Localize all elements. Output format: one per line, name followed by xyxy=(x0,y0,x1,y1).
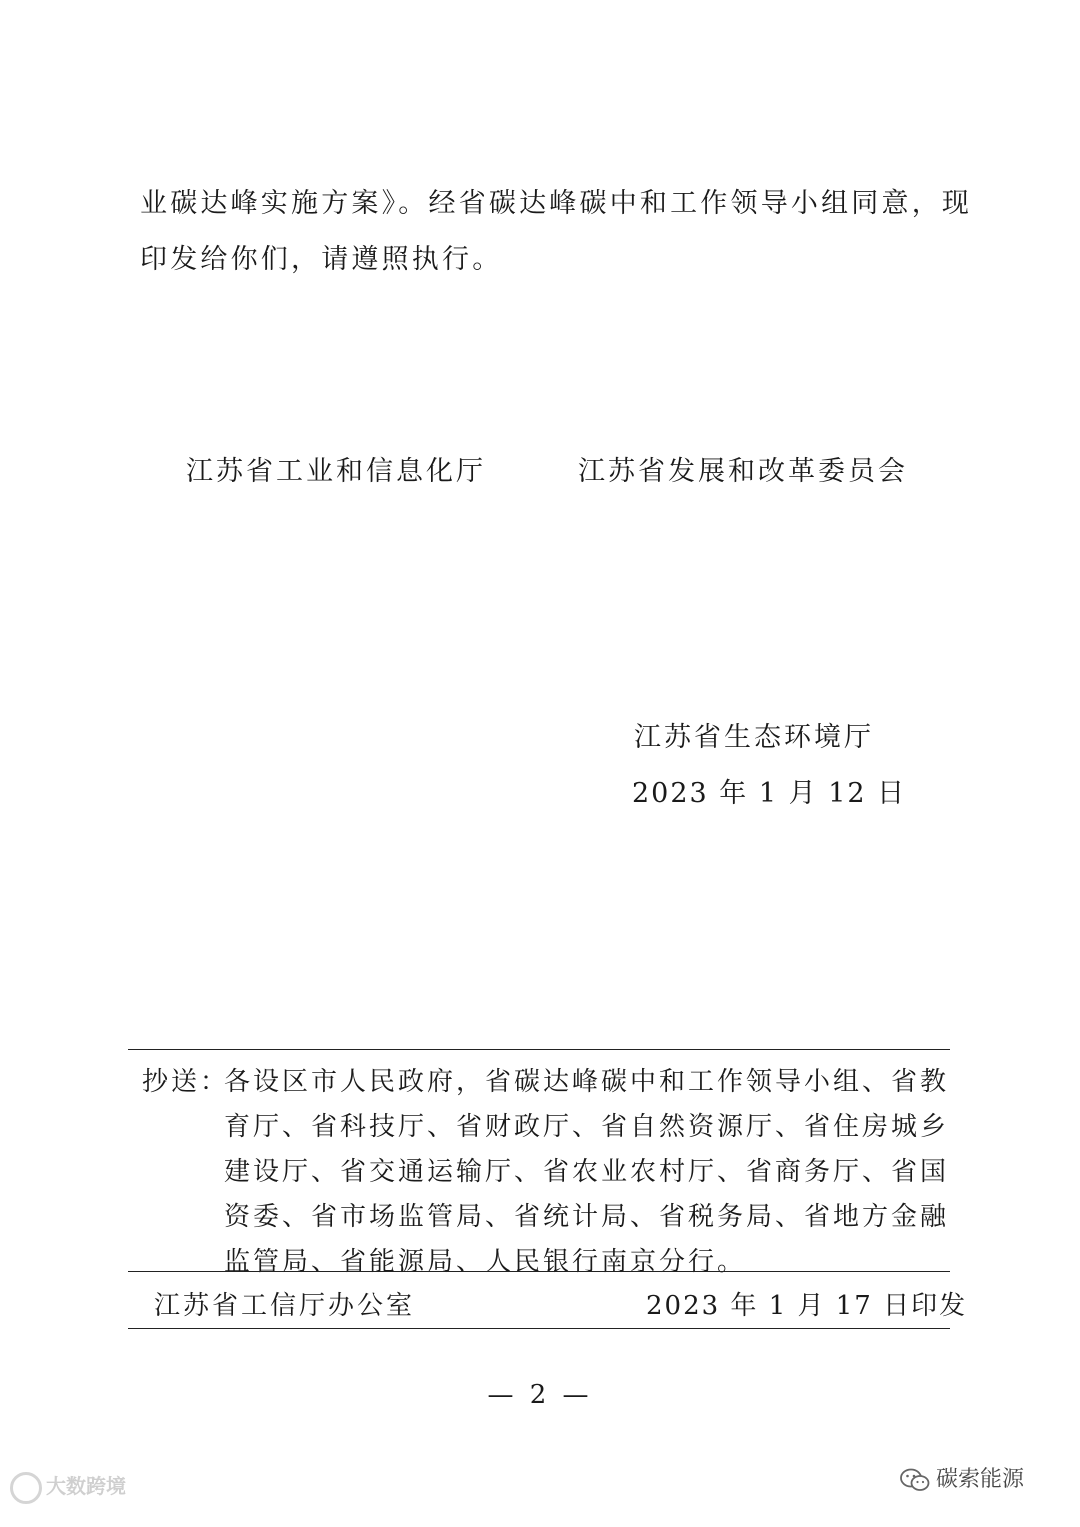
cc-recipients-line: 建设厅、省交通运输厅、省农业农村厅、省商务厅、省国 xyxy=(224,1157,950,1187)
cc-recipients-line: 各设区市人民政府，省碳达峰碳中和工作领导小组、省教 xyxy=(224,1067,950,1097)
watermark-logo-icon xyxy=(10,1472,42,1504)
print-date: 2023 年 1 月 17 日印发 xyxy=(646,1291,968,1321)
printing-office: 江苏省工信厅办公室 xyxy=(154,1291,416,1321)
page-number: — 2 — xyxy=(487,1380,593,1410)
wechat-icon xyxy=(900,1467,930,1493)
watermark-right xyxy=(900,1462,1024,1493)
watermark-right-text: 碳索能源 xyxy=(936,1467,1025,1492)
body-paragraph-line: 业碳达峰实施方案》。经省碳达峰碳中和工作领导小组同意，现 xyxy=(140,188,973,219)
signature-date: 2023 年 1 月 12 日 xyxy=(632,778,907,809)
cc-recipients-line: 育厅、省科技厅、省财政厅、省自然资源厅、省住房城乡 xyxy=(224,1112,950,1142)
issuer-miit-jiangsu: 江苏省工业和信息化厅 xyxy=(186,456,486,487)
divider-middle xyxy=(128,1271,950,1272)
cc-recipients-line: 资委、省市场监管局、省统计局、省税务局、省地方金融 xyxy=(224,1202,950,1232)
cc-recipients-line: 监管局、省能源局、人民银行南京分行。 xyxy=(224,1247,747,1277)
divider-bottom xyxy=(128,1328,950,1329)
divider-top xyxy=(128,1049,950,1050)
watermark-left xyxy=(10,1470,126,1504)
cc-label: 抄送： xyxy=(142,1067,230,1097)
watermark-left-text: 大数跨境 xyxy=(46,1474,126,1498)
issuer-ecology-jiangsu: 江苏省生态环境厅 xyxy=(634,722,874,753)
body-paragraph-line: 印发给你们，请遵照执行。 xyxy=(140,244,503,275)
issuer-ndrc-jiangsu: 江苏省发展和改革委员会 xyxy=(578,456,908,487)
